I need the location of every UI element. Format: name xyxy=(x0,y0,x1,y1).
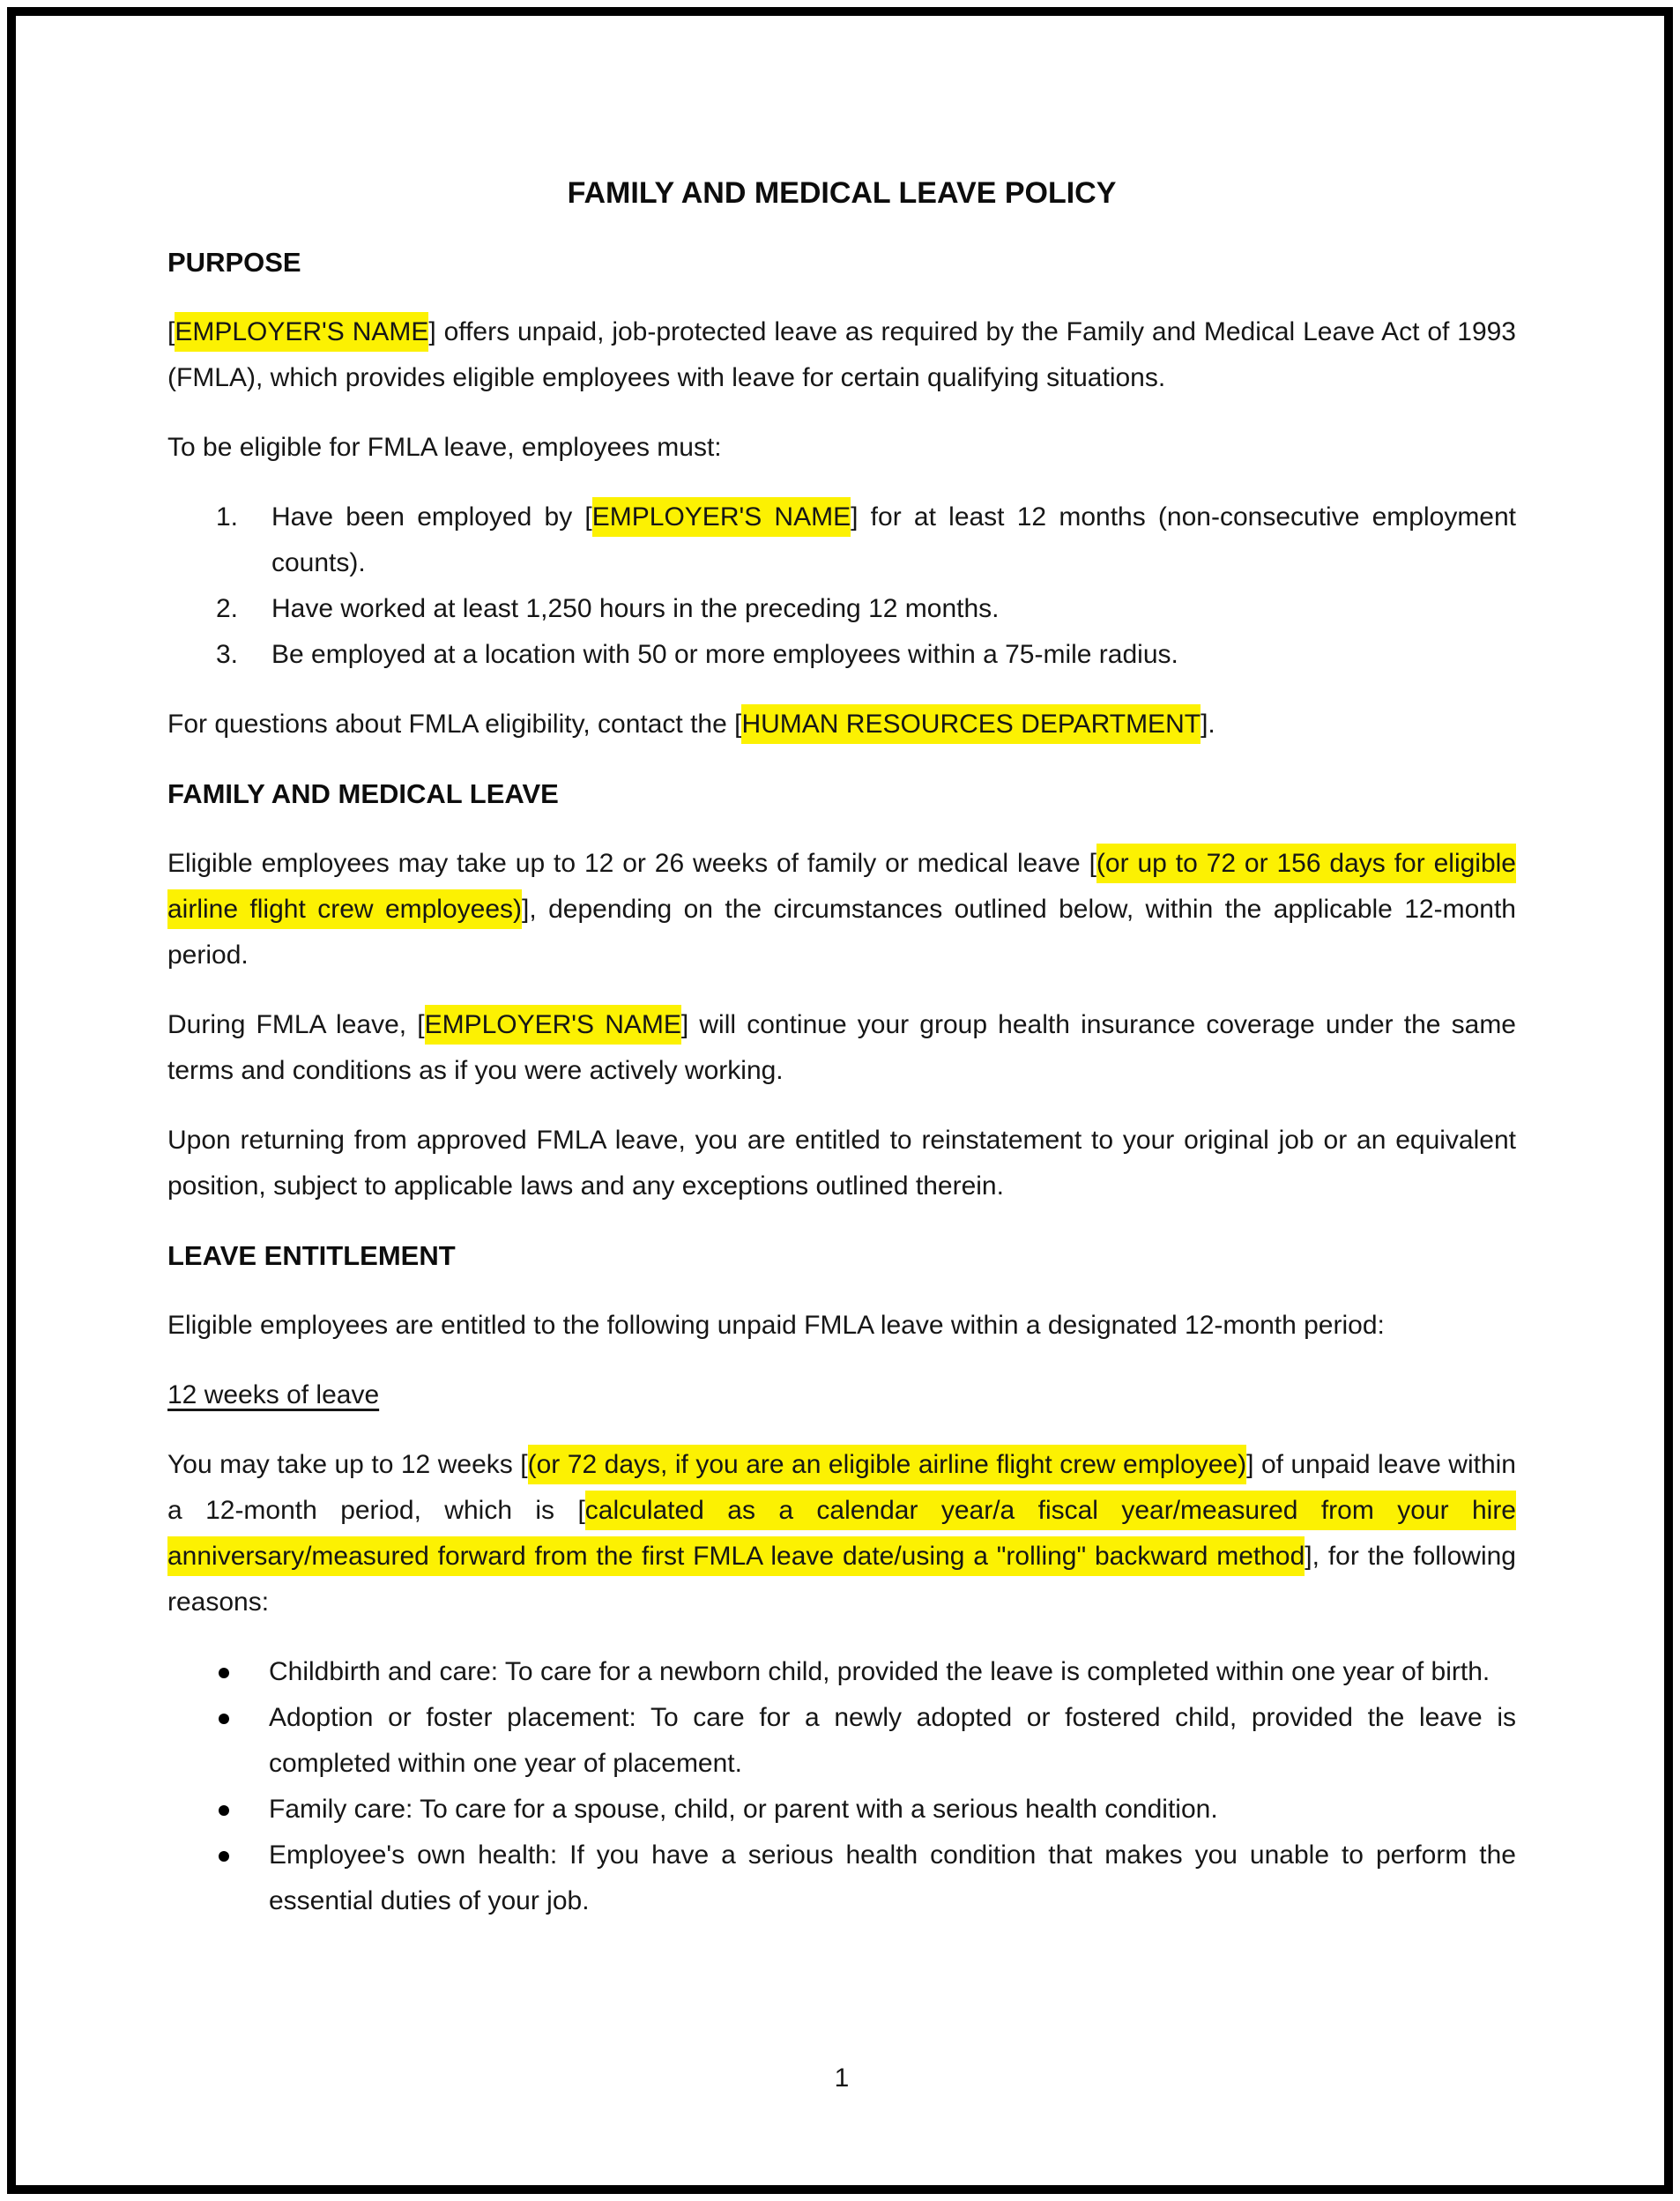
list-item xyxy=(167,494,1516,586)
text-run: You may take up to 12 weeks [ xyxy=(167,1450,528,1479)
paragraph-fmla-intro xyxy=(167,309,1516,401)
bullet-list-leave-reasons xyxy=(167,1649,1516,1924)
heading-purpose xyxy=(167,240,1516,286)
paragraph-health-insurance xyxy=(167,1002,1516,1094)
bullet-icon xyxy=(219,1668,229,1678)
list-item-text xyxy=(269,1840,1516,1915)
list-item xyxy=(167,632,1516,678)
heading-family-medical-leave xyxy=(167,771,1516,817)
highlighted-placeholder: (or 72 days, if you are an eligible airline flight crew employee) xyxy=(528,1445,1247,1484)
text-run: ]. xyxy=(1201,710,1215,739)
paragraph-entitlement-intro xyxy=(167,1303,1516,1349)
text-run: Have been employed by [ xyxy=(271,502,592,532)
bullet-icon xyxy=(219,1714,229,1724)
highlighted-placeholder: calculated as a calendar year/a fiscal year/measured from your hire anniversary/measured forward from the first FMLA leave date/using a "rolling" backward method xyxy=(167,1491,1516,1576)
bullet-icon xyxy=(219,1851,229,1862)
text-run: Upon returning from approved FMLA leave, you are entitled to reinstatement to your original job or an equivalent position, subject to applicable laws and any exceptions outlined therein. xyxy=(167,1126,1516,1201)
highlighted-placeholder: (or up to 72 or 156 days for eligible airline flight crew employees) xyxy=(167,844,1516,929)
list-number: 3. xyxy=(216,640,239,669)
document-content xyxy=(167,170,1516,1948)
list-item xyxy=(167,1695,1516,1787)
text-run: ], for the following reasons: xyxy=(167,1542,1516,1617)
subheading-12-weeks-of-leave xyxy=(167,1372,1516,1418)
text-run: Have worked at least 1,250 hours in the preceding 12 months. xyxy=(271,594,1000,623)
text-run: LEAVE ENTITLEMENT xyxy=(167,1240,456,1271)
text-run: ], depending on the circumstances outlined below, within the applicable 12-month period. xyxy=(167,895,1516,970)
list-number: 2. xyxy=(216,594,239,623)
list-item xyxy=(167,1833,1516,1924)
text-run: Be employed at a location with 50 or more employees within a 75-mile radius. xyxy=(271,640,1178,669)
text-run: FAMILY AND MEDICAL LEAVE xyxy=(167,778,559,809)
highlighted-placeholder: EMPLOYER'S NAME xyxy=(592,497,851,537)
highlighted-placeholder: HUMAN RESOURCES DEPARTMENT xyxy=(741,704,1201,744)
highlighted-placeholder: EMPLOYER'S NAME xyxy=(425,1005,681,1045)
text-run: For questions about FMLA eligibility, contact the [ xyxy=(167,710,742,739)
list-item-text xyxy=(269,1703,1516,1778)
list-item xyxy=(167,586,1516,632)
text-run: Childbirth and care: To care for a newborn child, provided the leave is completed within one year of birth. xyxy=(269,1657,1490,1686)
numbered-list-eligibility xyxy=(167,494,1516,678)
text-run: Family care: To care for a spouse, child, or parent with a serious health condition. xyxy=(269,1795,1218,1824)
text-run: ] for at least 12 months (non-consecutive employment counts). xyxy=(271,502,1517,577)
highlighted-placeholder: EMPLOYER'S NAME xyxy=(175,312,428,352)
paragraph-leave-weeks xyxy=(167,841,1516,978)
list-number: 1. xyxy=(216,502,239,532)
text-run: To be eligible for FMLA leave, employees must: xyxy=(167,433,722,462)
paragraph-eligibility-intro xyxy=(167,425,1516,471)
text-run: [ xyxy=(167,317,175,346)
text-run: ] of unpaid leave within a 12-month period, which is [ xyxy=(167,1450,1516,1525)
page-number: 1 xyxy=(834,2063,850,2093)
list-item-text xyxy=(269,1795,1218,1824)
paragraph-12-weeks-detail xyxy=(167,1442,1516,1625)
list-item xyxy=(167,1649,1516,1695)
text-run: ] will continue your group health insurance coverage under the same terms and conditions as if you were actively working. xyxy=(167,1010,1516,1085)
text-run: PURPOSE xyxy=(167,247,301,278)
paragraph-reinstatement xyxy=(167,1118,1516,1209)
heading-leave-entitlement xyxy=(167,1233,1516,1279)
text-run: Eligible employees may take up to 12 or 26 weeks of family or medical leave [ xyxy=(167,849,1096,878)
text-run: During FMLA leave, [ xyxy=(167,1010,425,1039)
text-run: Employee's own health: If you have a serious health condition that makes you unable to perform the essential duties of your job. xyxy=(269,1840,1516,1915)
list-item xyxy=(167,1787,1516,1833)
page-footer xyxy=(167,2056,1516,2101)
text-run: ] offers unpaid, job-protected leave as required by the Family and Medical Leave Act of 1993 (FMLA), which provides eligible employees with leave for certain qualifying situations. xyxy=(167,317,1516,392)
list-item-text xyxy=(271,640,1178,669)
list-item-text xyxy=(271,594,1000,623)
document-title xyxy=(167,170,1516,216)
paragraph-hr-contact xyxy=(167,702,1516,747)
bullet-icon xyxy=(219,1805,229,1816)
text-run: Eligible employees are entitled to the following unpaid FMLA leave within a designated 12-month period: xyxy=(167,1311,1385,1340)
list-item-text xyxy=(271,497,1516,577)
text-run: 12 weeks of leave xyxy=(167,1380,380,1409)
text-run: Adoption or foster placement: To care for a newly adopted or fostered child, provided the leave is completed within one year of placement. xyxy=(269,1703,1516,1778)
list-item-text xyxy=(269,1657,1490,1686)
text-run: FAMILY AND MEDICAL LEAVE POLICY xyxy=(567,176,1117,210)
